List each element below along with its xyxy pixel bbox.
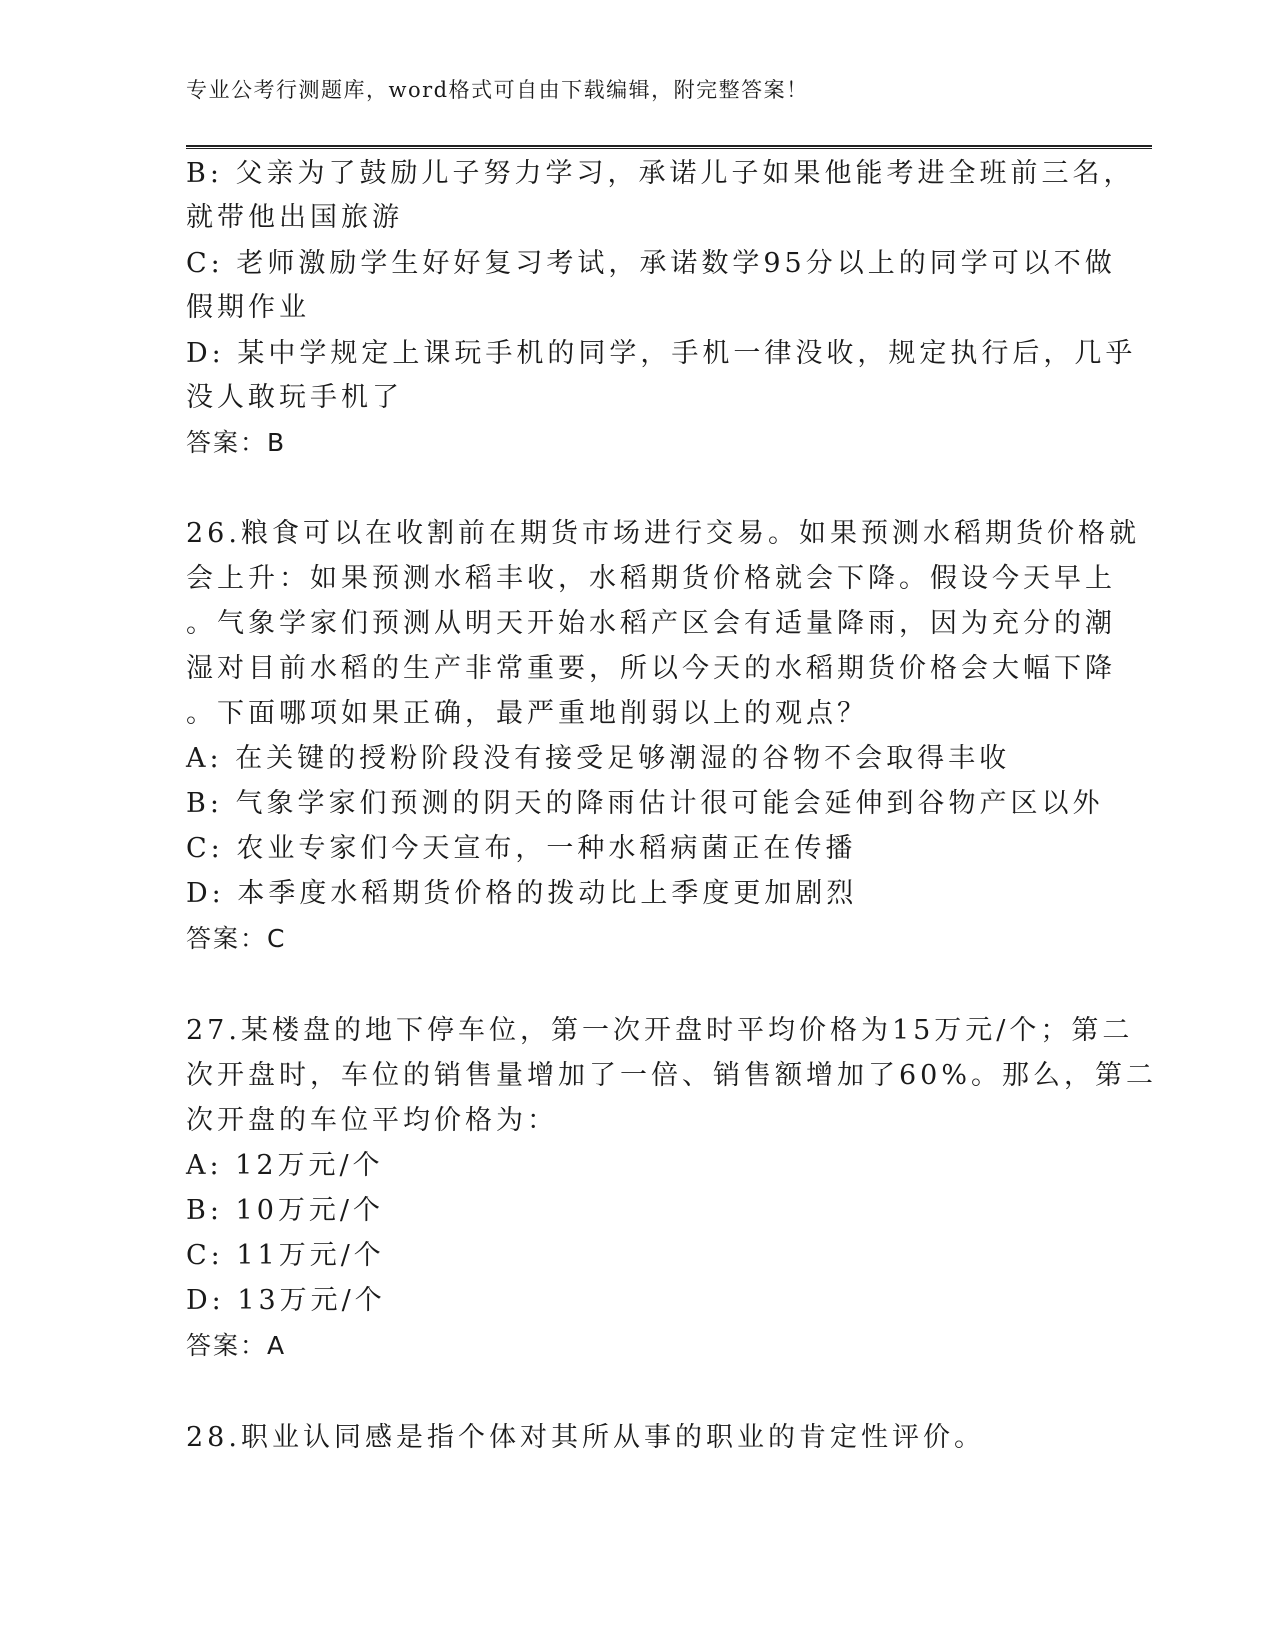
q27-option-b: B: 10万元/个 — [186, 1195, 384, 1226]
q26-option-b: B: 气象学家们预测的阴天的降雨估计很可能会延伸到谷物产区以外 — [186, 788, 1104, 819]
q27-answer: 答案：A — [186, 1331, 287, 1360]
q25-option-c-line2: 假期作业 — [186, 292, 310, 323]
q26-stem-line1: 26.粮食可以在收割前在期货市场进行交易。如果预测水稻期货价格就 — [186, 518, 1140, 549]
q26-option-a: A: 在关键的授粉阶段没有接受足够潮湿的谷物不会取得丰收 — [186, 743, 1011, 774]
page-header: 专业公考行测题库，word格式可自由下载编辑，附完整答案！ — [186, 78, 809, 102]
q25-option-b-line2: 就带他出国旅游 — [186, 202, 403, 233]
q26-answer: 答案：C — [186, 924, 287, 953]
q25-option-d-line2: 没人敢玩手机了 — [186, 382, 403, 413]
q25-answer: 答案：B — [186, 428, 287, 457]
q27-option-c: C: 11万元/个 — [186, 1240, 385, 1271]
q26-stem-line3: 。气象学家们预测从明天开始水稻产区会有适量降雨，因为充分的潮 — [186, 608, 1116, 639]
q26-option-c: C: 农业专家们今天宣布，一种水稻病菌正在传播 — [186, 833, 857, 864]
q27-option-a: A: 12万元/个 — [186, 1150, 384, 1181]
q28-stem-line1: 28.职业认同感是指个体对其所从事的职业的肯定性评价。 — [186, 1422, 985, 1453]
q26-stem-line2: 会上升：如果预测水稻丰收，水稻期货价格就会下降。假设今天早上 — [186, 563, 1116, 594]
q27-stem-line1: 27.某楼盘的地下停车位，第一次开盘时平均价格为15万元/个；第二 — [186, 1015, 1134, 1046]
q26-stem-line4: 湿对目前水稻的生产非常重要，所以今天的水稻期货价格会大幅下降 — [186, 653, 1116, 684]
q25-option-c-line1: C: 老师激励学生好好复习考试，承诺数学95分以上的同学可以不做 — [186, 248, 1116, 279]
q27-option-d: D: 13万元/个 — [186, 1285, 386, 1316]
q26-stem-line5: 。下面哪项如果正确，最严重地削弱以上的观点？ — [186, 698, 868, 729]
q27-stem-line2: 次开盘时，车位的销售量增加了一倍、销售额增加了60%。那么，第二 — [186, 1060, 1158, 1091]
q26-option-d: D: 本季度水稻期货价格的拨动比上季度更加剧烈 — [186, 878, 858, 909]
q25-option-b-line1: B: 父亲为了鼓励儿子努力学习，承诺儿子如果他能考进全班前三名， — [186, 158, 1135, 189]
q27-stem-line3: 次开盘的车位平均价格为： — [186, 1105, 558, 1136]
header-divider — [186, 145, 1152, 149]
q25-option-d-line1: D: 某中学规定上课玩手机的同学，手机一律没收，规定执行后，几乎 — [186, 338, 1137, 369]
